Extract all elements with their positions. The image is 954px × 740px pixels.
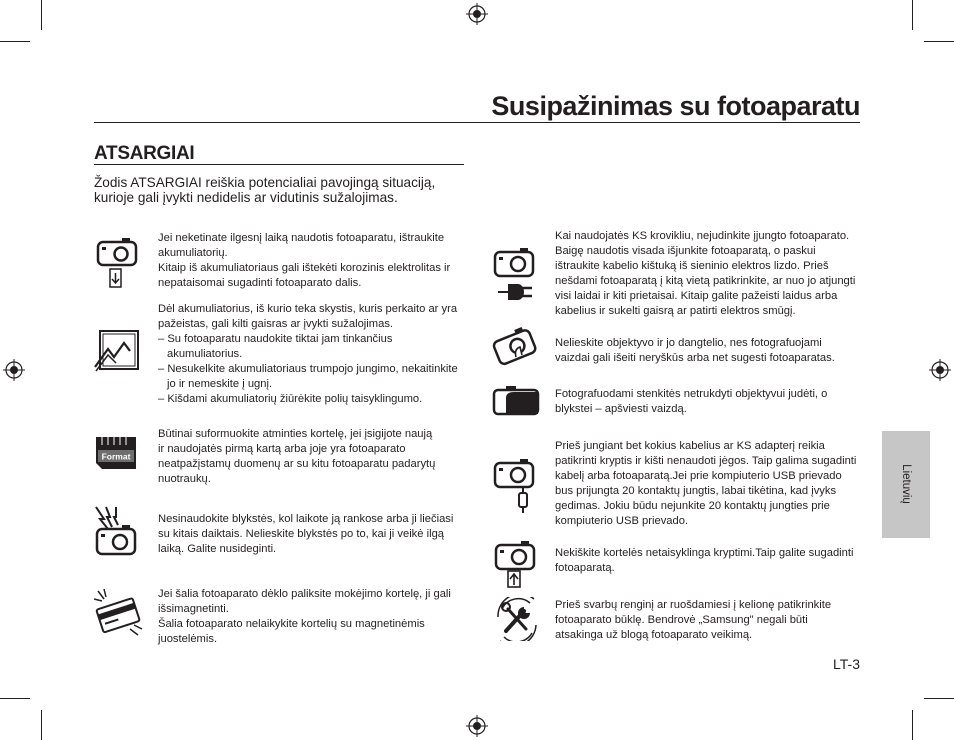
crop-mark — [912, 0, 913, 30]
section-heading: ATSARGIAI — [94, 143, 195, 164]
lens-touch-warning-icon — [492, 327, 538, 369]
battery-fire-hazard-icon — [94, 327, 142, 373]
caution-item-card-insert: Nekiškite kortelės netaisyklinga kryptimi.Taip galite sugadinti fotoaparatą. — [555, 547, 854, 574]
caution-item-battery-leak: Dėl akumuliatorius, iš kurio teka skystis, kuris perkaito ar yra pažeistas, gali kilti gaisras ar įvykti sužalojimas. – Su fotoaparatu naudokite tiktai jam tinkančius akumuliatorius. – Nesukelkite akumuliatoriaus trumpojo jungimo, nekaitinkite jo ir nemeskite į ugnį. – Kišdami akumuliatorių žiūrėkite polių taisyklingumo. — [158, 303, 458, 405]
crop-mark — [0, 698, 30, 699]
caution-item-cable-connection: Prieš jungiant bet kokius kabelius ar KS adapterį reikia patikrinti kryptis ir kišti nenaudoti jėgos. Taip galima sugadinti kabelį arba fotoaparatą.Jei prie kompiuterio USB prievado bus prijungta 20 kontaktų jungtis, labai tikėtina, kad įvyks gedimas. Jokiu būdu nejunkite 20 kontaktų jungties prie kompiuterio USB prievado. — [555, 440, 857, 527]
camera-power-plug-icon — [492, 246, 538, 304]
memory-card-format-icon — [94, 435, 138, 471]
caution-item-magnetic-card: Jei šalia fotoaparato dėklo paliksite mokėjimo kortelę, ji gali išsimagnetinti. Šalia fotoaparato nelaikykite kortelių su magnetinėmis juostelėmis. — [158, 588, 451, 645]
camera-battery-removal-icon — [96, 237, 140, 291]
memory-card-insert-icon — [494, 541, 536, 589]
caution-item-charger: Kai naudojatės KS krovikliu, nejudinkite įjungto fotoaparato. Baigę naudotis visada išjunkite fotoaparatą, o paskui ištraukite kabelio kištuką iš sieninio elektros lizdo. Prieš nešdami fotoaparatą į kitą vietą patikrinkite, ar nuo jo atjungti visi laidai ir kiti prietaisai. Kitaip galite pažeisti laidus arba kabelius ir sukelti gaisrą ar patirti elektros smūgį. — [555, 230, 856, 317]
caution-item-card-format: Būtinai suformuokite atminties kortelę, jei įsigijote naują ir naudojatės pirmą kartą arba joje yra fotoaparato neatpažįstamų duomenų ar su kitu fotoaparatu padarytų nuotraukų. — [158, 428, 436, 485]
caution-item-lens-obstruction: Fotografuodami stenkitės netrukdyti objektyvui judėti, o blykstei – apšviesti vaizdą. — [555, 388, 828, 415]
crop-mark — [0, 41, 30, 42]
registration-mark-icon — [466, 3, 488, 25]
service-tools-icon — [494, 597, 540, 641]
format-label: Format — [101, 451, 131, 462]
crop-mark — [924, 698, 954, 699]
caution-item-flash: Nesinaudokite blykstės, kol laikote ją rankose arba ji liečiasi su kitais daiktais. Nelieskite blykstės po to, kai ji veikė ilgą laiką. Galite nusideginti. — [158, 513, 454, 555]
caution-item-service-check: Prieš svarbų renginį ar ruošdamiesi į kelionę patikrinkite fotoaparato būklę. Bendrovė „Samsung" negali būti atsakinga už blogą fotoaparato veikimą. — [555, 599, 832, 641]
crop-mark — [41, 710, 42, 740]
registration-mark-icon — [3, 359, 25, 381]
camera-usb-cable-icon — [492, 459, 538, 513]
crop-mark — [912, 710, 913, 740]
registration-mark-icon — [929, 359, 951, 381]
language-side-tab — [882, 431, 930, 538]
crop-mark — [41, 0, 42, 30]
section-divider — [94, 164, 464, 165]
title-divider — [94, 122, 860, 123]
lens-obstruction-icon — [492, 384, 542, 416]
flash-warning-icon — [94, 505, 140, 557]
caution-item-lens: Nelieskite objektyvo ir jo dangtelio, nes fotografuojami vaizdai gali išeiti neryškūs arba net sugesti fotoaparatas. — [555, 337, 835, 364]
registration-mark-icon — [466, 715, 488, 737]
page-title: Susipažinimas su fotoaparatu — [491, 91, 860, 121]
caution-item-battery-storage: Jei neketinate ilgesnį laiką naudotis fotoaparatu, ištraukite akumuliatorių. Kitaip iš akumuliatoriaus gali ištekėti korozinis elektrolitas ir nepataisomai sugadinti fotoaparato dalis. — [158, 232, 451, 289]
magnetic-card-icon — [94, 589, 144, 637]
language-label: Lietuvių — [900, 464, 912, 504]
crop-mark — [924, 41, 954, 42]
page-number: LT-3 — [833, 656, 860, 672]
intro-text: Žodis ATSARGIAI reiškia potencialiai pavojingą situaciją, kurioje gali įvykti nedidelis ar vidutinis sužalojimas. — [94, 175, 436, 205]
